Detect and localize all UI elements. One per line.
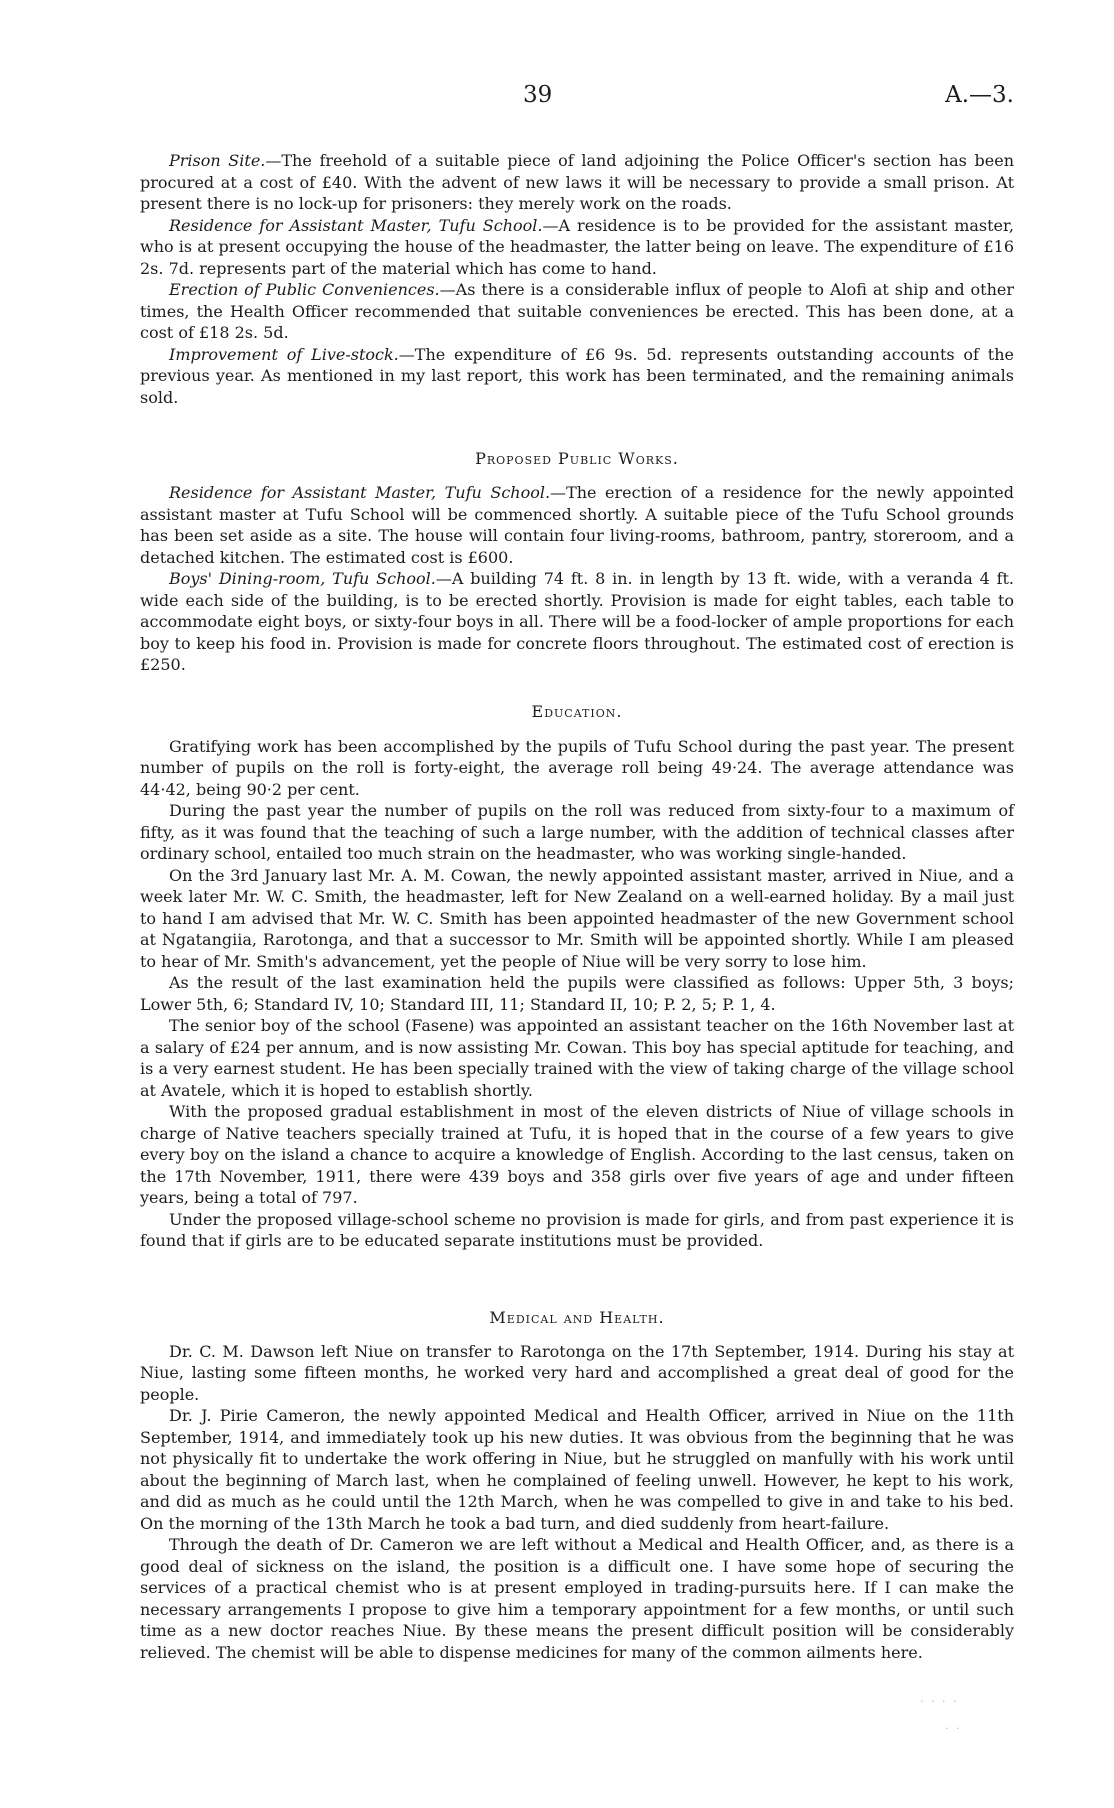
paragraph: On the 3rd January last Mr. A. M. Cowan, the newly appointed assistant master, arrived in Niue, and a week later Mr. W. C. Smith, the headmaster, left for New Zealand on a well-earned holiday. By a mail just to hand I am advised that Mr. W. C. Smith has been appointed headmaster of the new Government school at Ngatangiia, Rarotonga, and that a successor to Mr. Smith will be appointed shortly. While I am pleased to hear of Mr. Smith's advancement, yet the people of Niue will be very sorry to lose him. — [140, 865, 1014, 971]
paragraph-text: The freehold of a suitable piece of land adjoining the Police Officer's section has been procured at a cost of £40. With the advent of new laws it will be necessary to provide a small prison. At present there is no lock-up for prisoners: they merely work on the roads. — [140, 151, 1014, 213]
paragraph — [140, 279, 1014, 344]
paragraph — [140, 215, 1014, 280]
section-medical-and-health — [140, 1341, 1014, 1664]
paragraph: The senior boy of the school (Fasene) was appointed an assistant teacher on the 16th November last at a salary of £24 per annum, and is now assisting Mr. Cowan. This boy has special aptitude for teaching, and is a very earnest student. He has been specially trained with the view of taking charge of the village school at Avatele, which it is hoped to establish shortly. — [140, 1016, 1014, 1100]
paragraph-heading: Residence for Assistant Master, Tufu School.— — [169, 483, 567, 502]
paragraph: During the past year the number of pupils on the roll was reduced from sixty-four to a maximum of fifty, as it was found that the teaching of such a large number, with the addition of technical classes after ordinary school, entailed too much strain on the headmaster, who was working single-handed. — [140, 801, 1014, 863]
section-title-medical-and-health: Medical and Health. — [489, 1307, 665, 1327]
section-expenditure — [140, 150, 1014, 408]
section-title-education: Education. — [531, 701, 623, 721]
paragraph-text: A residence is to be provided for the assistant master, who is at present occupying the house of the headmaster, the latter being on leave. The expenditure of £16 2s. 7d. represents part of the material which has come to hand. — [140, 215, 1014, 278]
paragraph: Through the death of Dr. Cameron we are left without a Medical and Health Officer, and, as there is a good deal of sickness on the island, the position is a difficult one. I have some hope of securing the services of a practical chemist who is at present employed in trading-pursuits here. If I can make the necessary arrangements I propose to give him a temporary appointment for a few months, or until such time as a new doctor reaches Niue. By these means the present difficult position will be considerably relieved. The chemist will be able to dispense medicines for many of the common ailments here. — [140, 1535, 1014, 1662]
section-title-proposed-public-works: Proposed Public Works. — [475, 449, 679, 468]
paragraph: With the proposed gradual establishment in most of the eleven districts of Niue of village schools in charge of Native teachers specially trained at Tufu, it is hoped that in the course of a few years to give every boy on the island a chance to acquire a knowledge of English. According to the last census, taken on the 17th November, 1911, there were 439 boys and 358 girls over five years of age and under fifteen years, being a total of 797. — [140, 1102, 1014, 1207]
paragraph — [140, 568, 1014, 676]
paragraph: Dr. J. Pirie Cameron, the newly appointed Medical and Health Officer, arrived in Niue on the 11th September, 1914, and immediately took up his new duties. It was obvious from the beginning that he was not physically fit to undertake the work offering in Niue, but he struggled on manfully with his work until about the beginning of March last, when he complained of feeling unwell. However, he kept to his work, and did as much as he could until the 12th March, when he was compelled to give in and take to his bed. On the morning of the 13th March he took a bad turn, and died suddenly from heart-failure. — [140, 1406, 1014, 1533]
paragraph — [140, 482, 1014, 568]
paragraph: Under the proposed village-school scheme no provision is made for girls, and from past experience it is found that if girls are to be educated separate institutions must be provided. — [140, 1209, 1014, 1250]
paragraph: Gratifying work has been accomplished by the pupils of Tufu School during the past year. The present number of pupils on the roll is forty-eight, the average roll being 49·24. The average attendance was 44·42, being 90·2 per cent. — [140, 736, 1014, 799]
paragraph-heading: Improvement of Live-stock.— — [169, 344, 415, 364]
page-number: 39 — [523, 82, 553, 108]
paragraph-text: As there is a considerable influx of people to Alofi at ship and other times, the Health Officer recommended that suitable conveniences be erected. This has been done, at a cost of £18 2s. 5d. — [140, 280, 1015, 342]
paragraph — [140, 344, 1014, 409]
page-header — [140, 0, 1014, 150]
paragraph: As the result of the last examination held the pupils were classified as follows: Upper 5th, 3 boys; Lower 5th, 6; Standard IV, 10; Standard III, 11; Standard II, 10; P. 2, 5; P. 1, 4. — [140, 973, 1014, 1014]
paragraph: Dr. C. M. Dawson left Niue on transfer to Rarotonga on the 17th September, 1914. During his stay at Niue, lasting some fifteen months, he worked very hard and accomplished a great deal of good for the people. — [140, 1341, 1014, 1404]
section-proposed-public-works — [140, 482, 1014, 676]
document-page — [140, 0, 1014, 1663]
paragraph-text: The expenditure of £6 9s. 5d. represents outstanding accounts of the previous year. As mentioned in my last report, this work has been terminated, and the remaining animals sold. — [140, 344, 1014, 407]
paragraph-heading: Prison Site.— — [169, 151, 282, 170]
paragraph-text: A building 74 ft. 8 in. in length by 13 ft. wide, with a veranda 4 ft. wide each side of the building, is to be erected shortly. Provision is made for eight tables, each table to accommodate eight boys, or sixty-four boys in all. There will be a food-locker of ample proportions for each boy to keep his food in. Provision is made for concrete floors throughout. The estimated cost of erection is £250. — [140, 569, 1015, 674]
paragraph-text: The erection of a residence for the newly appointed assistant master at Tufu School will be commenced shortly. A suitable piece of the Tufu School grounds has been set aside as a site. The house will contain four living-rooms, bathroom, pantry, storeroom, and a detached kitchen. The estimated cost is £600. — [140, 483, 1014, 567]
print-speckle: · · · · — [920, 1695, 959, 1708]
print-speckle: · · — [945, 1722, 962, 1735]
paragraph-heading: Erection of Public Conveniences.— — [169, 280, 456, 299]
section-education — [140, 736, 1014, 1252]
document-reference: A.—3. — [945, 82, 1014, 108]
paragraph-heading: Residence for Assistant Master, Tufu School.— — [169, 215, 559, 235]
paragraph — [140, 150, 1014, 215]
paragraph-heading: Boys' Dining-room, Tufu School.— — [169, 569, 452, 588]
